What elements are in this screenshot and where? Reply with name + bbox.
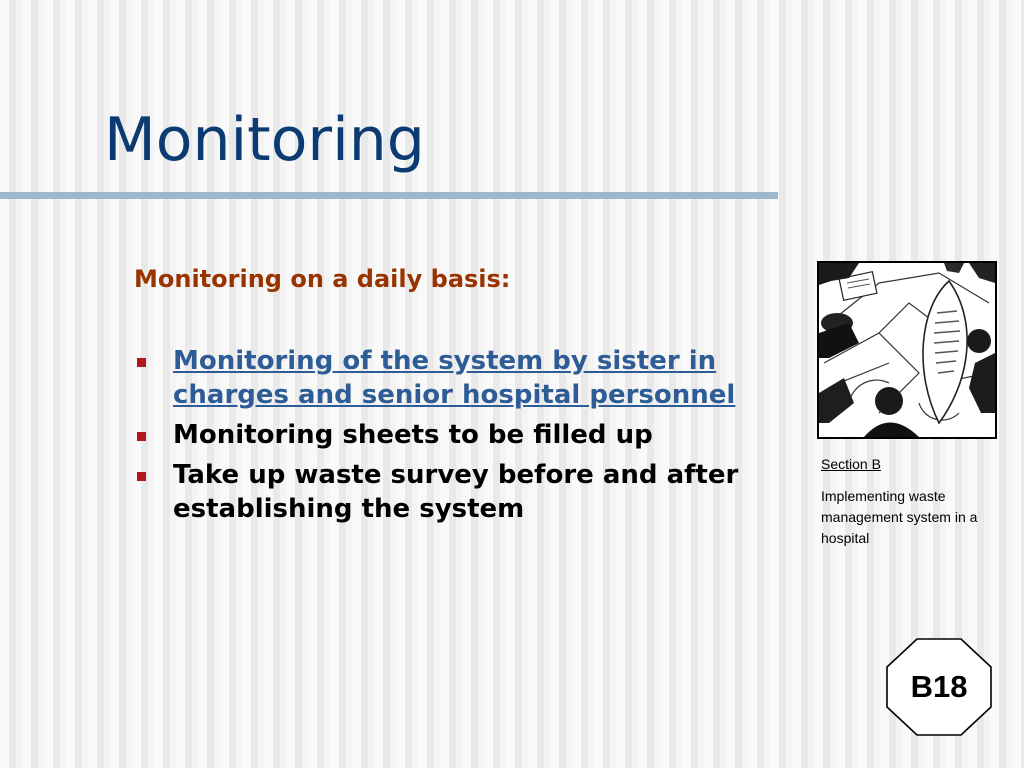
bullet-text: Monitoring sheets to be filled up [173, 420, 653, 450]
section-description: Implementing waste management system in a hospital [821, 488, 978, 546]
square-bullet-icon [137, 432, 146, 441]
bullet-list [134, 344, 794, 532]
bullet-link[interactable]: Monitoring of the system by sister in charges and senior hospital personnel [173, 346, 736, 410]
slide-title: Monitoring [104, 105, 425, 175]
badge-label: B18 [910, 669, 968, 704]
title-divider [0, 192, 778, 199]
slide-subheading: Monitoring on a daily basis: [134, 265, 511, 293]
square-bullet-icon [137, 472, 146, 481]
section-link[interactable]: Section B [821, 456, 881, 472]
bullet-item [134, 418, 794, 452]
bullet-item [134, 458, 794, 526]
square-bullet-icon [137, 358, 146, 367]
bullet-item[interactable] [134, 344, 794, 412]
people-reviewing-plans-illustration [817, 261, 997, 439]
slide-number-badge [885, 637, 993, 737]
bullet-text: Take up waste survey before and after establishing the system [173, 460, 739, 524]
